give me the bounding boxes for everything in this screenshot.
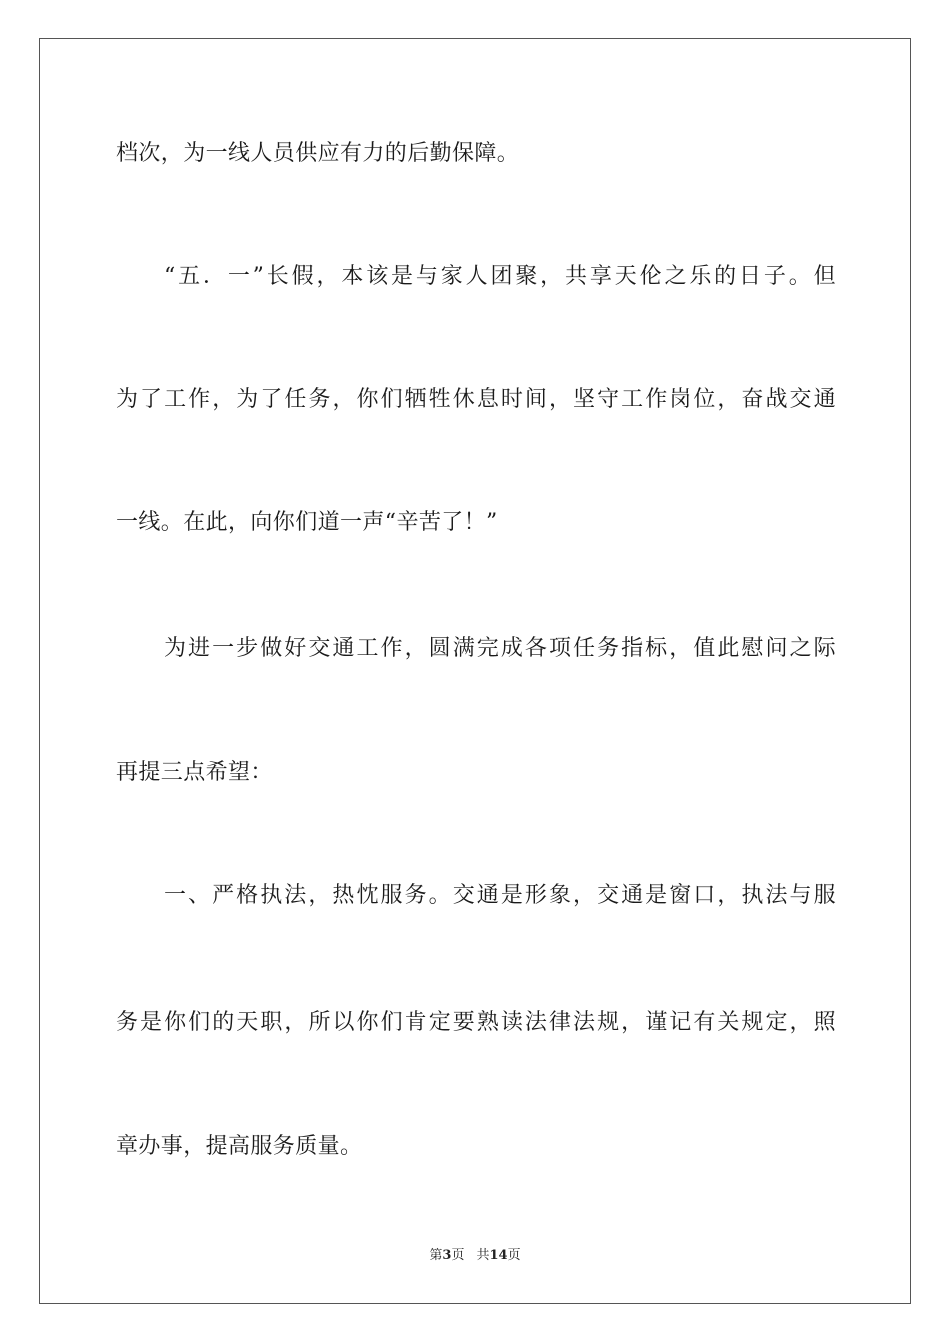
paragraph-line-9: 章办事，提高服务质量。 (116, 1134, 363, 1159)
paragraph-line-8: 务是你们的天职，所以你们肯定要熟读法律法规，谨记有关规定，照 (116, 1010, 836, 1035)
footer-total-suffix: 页 (507, 1248, 521, 1263)
footer-page-suffix: 页 (451, 1248, 465, 1263)
page-footer (0, 1247, 950, 1265)
footer-page-total: 14 (489, 1248, 508, 1263)
footer-page-current: 3 (442, 1248, 452, 1263)
paragraph-line-7: 一、严格执法，热忱服务。交通是形象，交通是窗口，执法与服 (164, 883, 836, 908)
paragraph-line-3: 为了工作，为了任务，你们牺牲休息时间，坚守工作岗位，奋战交通 (116, 387, 836, 412)
footer-total-prefix: 共 (476, 1248, 490, 1263)
footer-page-prefix: 第 (429, 1248, 443, 1263)
page-frame (39, 38, 911, 1304)
paragraph-line-6: 再提三点希望： (116, 760, 273, 785)
paragraph-line-2: “五．一”长假，本该是与家人团聚，共享天伦之乐的日子。但 (164, 264, 836, 289)
paragraph-line-5: 为进一步做好交通工作，圆满完成各项任务指标，值此慰问之际 (164, 636, 836, 661)
paragraph-line-1: 档次，为一线人员供应有力的后勤保障。 (116, 141, 520, 166)
paragraph-line-4: 一线。在此，向你们道一声“辛苦了！” (116, 510, 498, 535)
